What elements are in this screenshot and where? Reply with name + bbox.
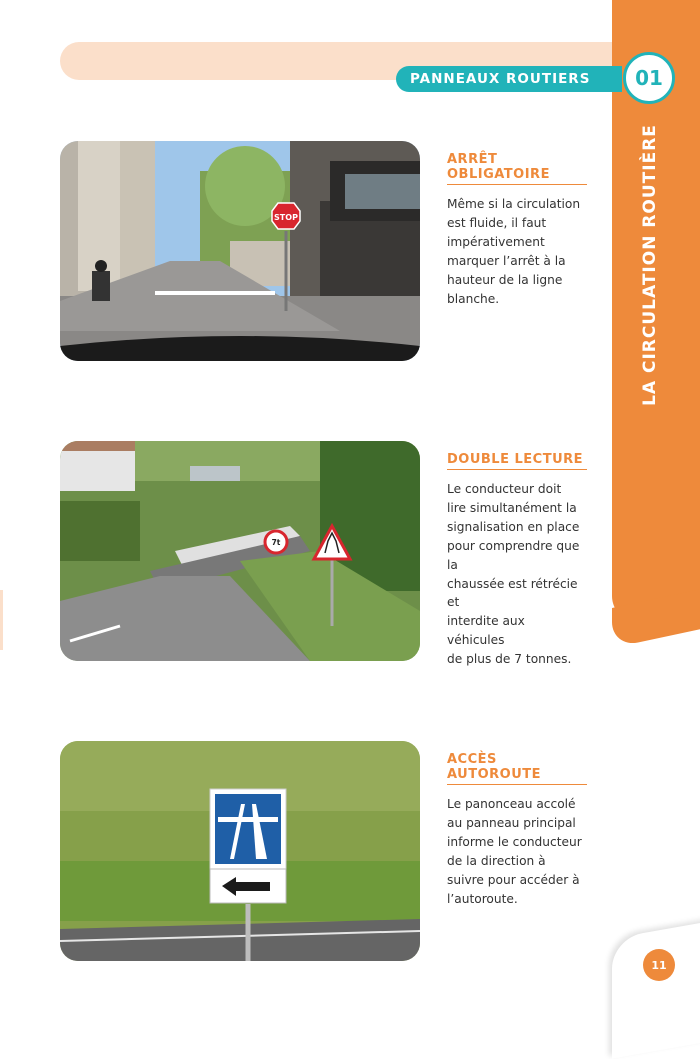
section-heading bbox=[447, 752, 587, 785]
section-heading bbox=[447, 152, 587, 185]
heading-line-2: OBLIGATOIRE bbox=[447, 167, 550, 182]
chapter-number-badge: 01 bbox=[623, 52, 675, 104]
body-line: l’autoroute. bbox=[447, 891, 518, 906]
photo-stop-sign-illustration bbox=[60, 141, 420, 361]
body-line: chaussée est rétrécie et bbox=[447, 576, 578, 610]
section-body bbox=[447, 795, 582, 908]
body-line: de plus de 7 tonnes. bbox=[447, 652, 572, 667]
section-body bbox=[447, 480, 582, 669]
photo-bridge bbox=[60, 441, 420, 661]
body-line: marquer l’arrêt à la bbox=[447, 253, 566, 268]
footer-corner bbox=[612, 917, 700, 1058]
body-line: lire simultanément la bbox=[447, 500, 577, 515]
body-line: hauteur de la ligne bbox=[447, 272, 563, 287]
body-line: informe le conducteur bbox=[447, 834, 582, 849]
body-line: de la direction à bbox=[447, 853, 546, 868]
body-line: pour comprendre que la bbox=[447, 538, 580, 572]
photo-motorway-illustration bbox=[60, 741, 420, 961]
section-double-lecture bbox=[447, 452, 587, 669]
section-heading bbox=[447, 452, 587, 470]
body-line: au panneau principal bbox=[447, 815, 576, 830]
body-line: blanche. bbox=[447, 291, 500, 306]
stop-sign-text: STOP bbox=[274, 213, 298, 222]
body-line: interdite aux véhicules bbox=[447, 614, 525, 648]
body-line: Le conducteur doit bbox=[447, 482, 562, 496]
chapter-title bbox=[620, 120, 680, 410]
heading-line-1: ACCÈS bbox=[447, 752, 497, 767]
heading-line-2: AUTOROUTE bbox=[447, 767, 542, 782]
decorative-stripe bbox=[0, 590, 3, 650]
section-body bbox=[447, 195, 582, 308]
weight-limit-text: 7t bbox=[271, 538, 281, 547]
body-line: Le panonceau accolé bbox=[447, 797, 576, 811]
body-line: Même si la circulation bbox=[447, 197, 581, 211]
body-line: impérativement bbox=[447, 234, 545, 249]
photo-bridge-illustration bbox=[60, 441, 420, 661]
page-number: 11 bbox=[643, 949, 675, 981]
heading-line-1: ARRÊT bbox=[447, 152, 498, 167]
body-line: est fluide, il faut bbox=[447, 215, 547, 230]
section-label: PANNEAUX ROUTIERS bbox=[396, 66, 622, 92]
body-line: signalisation en place bbox=[447, 519, 580, 534]
section-arret-obligatoire bbox=[447, 152, 587, 308]
section-acces-autoroute bbox=[447, 752, 587, 908]
heading-line-1: DOUBLE LECTURE bbox=[447, 452, 584, 467]
chapter-title-text: LA CIRCULATION ROUTIÈRE bbox=[640, 124, 661, 406]
photo-stop-sign bbox=[60, 141, 420, 361]
body-line: suivre pour accéder à bbox=[447, 872, 580, 887]
photo-motorway-sign bbox=[60, 741, 420, 961]
